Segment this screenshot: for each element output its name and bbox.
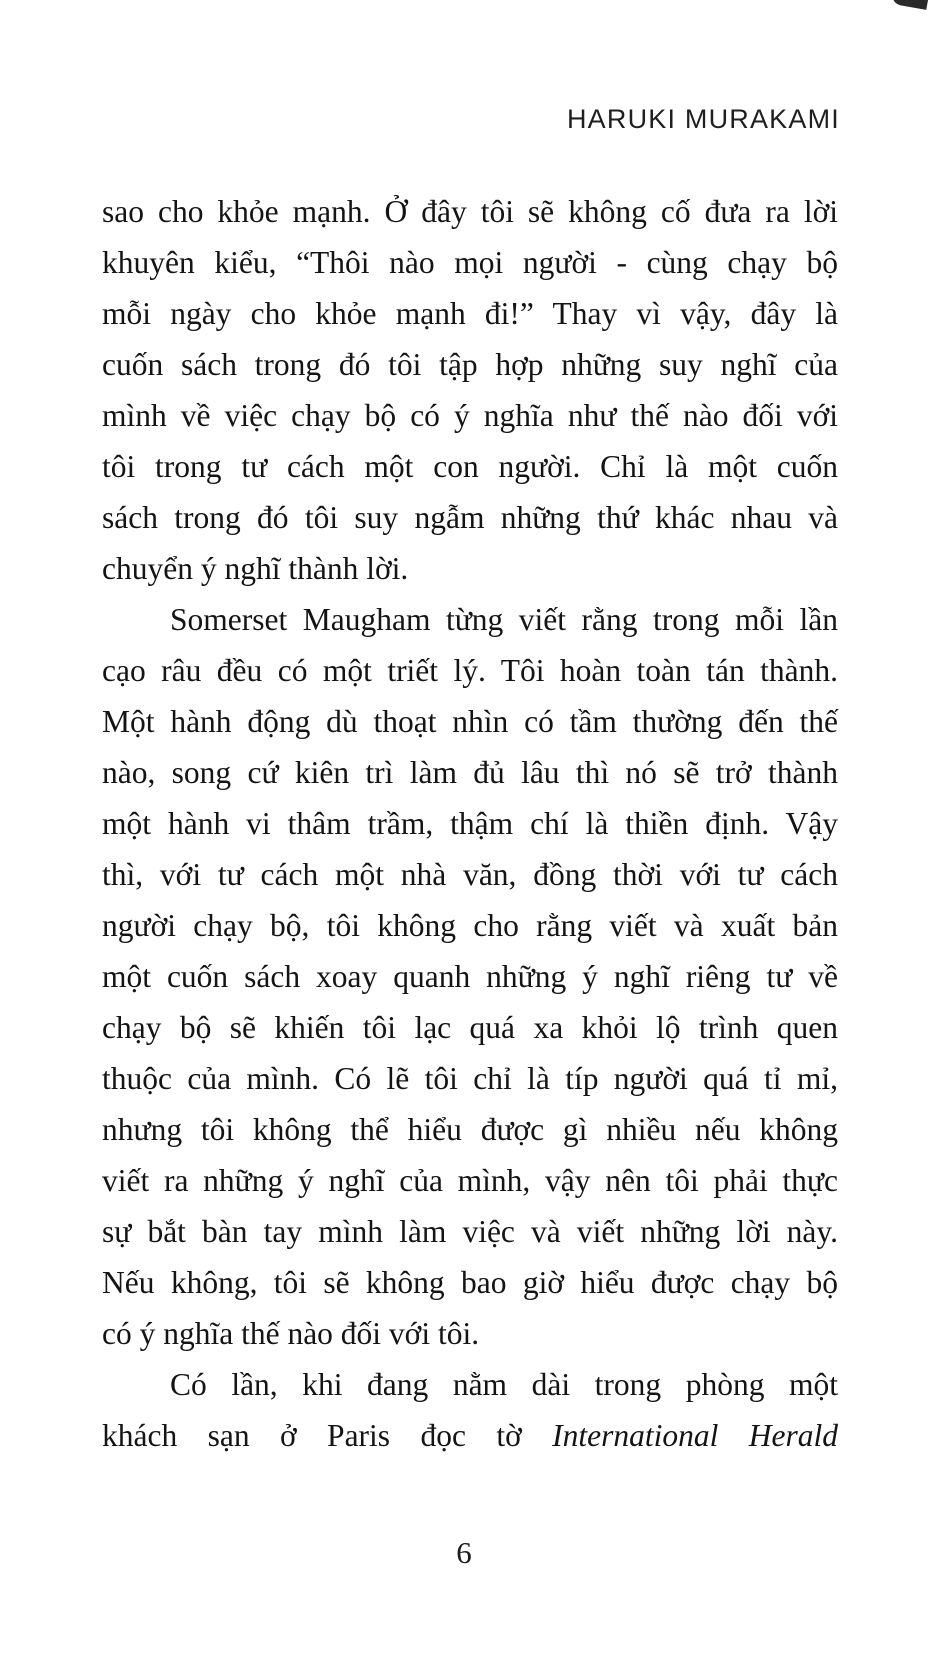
text-line: Có lần, khi đang nằm dài trong phòng một xyxy=(170,1367,838,1402)
text-line: Một hành động dù thoạt nhìn có tầm thường đến thế xyxy=(102,704,838,739)
text-line: sao cho khỏe mạnh. Ở đây tôi sẽ không cố đưa ra lời xyxy=(102,194,838,229)
text-line: một hành vi thâm trầm, thậm chí là thiền định. Vậy xyxy=(102,806,838,841)
text-line: khuyên kiểu, “Thôi nào mọi người - cùng chạy bộ xyxy=(102,245,838,280)
text-line-roman: khách sạn ở Paris đọc tờ xyxy=(102,1418,553,1453)
text-line: Somerset Maugham từng viết rằng trong mỗi lần xyxy=(170,602,838,637)
page-number: 6 xyxy=(456,1535,472,1570)
text-line: nào, song cứ kiên trì làm đủ lâu thì nó sẽ trở thành xyxy=(102,755,838,790)
text-line: cuốn sách trong đó tôi tập hợp những suy nghĩ của xyxy=(102,347,838,382)
text-line: nhưng tôi không thể hiểu được gì nhiều nếu không xyxy=(102,1112,838,1147)
text-line: viết ra những ý nghĩ của mình, vậy nên tôi phải thực xyxy=(102,1163,838,1198)
text-line: mỗi ngày cho khỏe mạnh đi!” Thay vì vậy, đây là xyxy=(102,296,838,331)
text-line: sách trong đó tôi suy ngẫm những thứ khác nhau và xyxy=(102,500,838,535)
text-line: người chạy bộ, tôi không cho rằng viết và xuất bản xyxy=(102,908,838,943)
text-line: thuộc của mình. Có lẽ tôi chỉ là típ người quá tỉ mỉ, xyxy=(102,1061,838,1096)
text-line: có ý nghĩa thế nào đối với tôi. xyxy=(102,1316,480,1351)
text-line: chuyển ý nghĩ thành lời. xyxy=(102,551,409,586)
text-line: Nếu không, tôi sẽ không bao giờ hiểu được chạy bộ xyxy=(102,1265,838,1300)
text-line: một cuốn sách xoay quanh những ý nghĩ riêng tư về xyxy=(102,959,838,994)
text-line: thì, với tư cách một nhà văn, đồng thời với tư cách xyxy=(102,857,838,892)
text-line: cạo râu đều có một triết lý. Tôi hoàn toàn tán thành. xyxy=(102,653,838,688)
text-line: tôi trong tư cách một con người. Chỉ là một cuốn xyxy=(102,449,838,484)
text-line: chạy bộ sẽ khiến tôi lạc quá xa khỏi lộ trình quen xyxy=(102,1010,838,1045)
running-head: HARUKI MURAKAMI xyxy=(566,104,840,134)
newspaper-title: International Herald xyxy=(552,1418,838,1453)
text-line xyxy=(102,1410,838,1461)
scan-corner-mark xyxy=(891,0,928,10)
text-line: sự bắt bàn tay mình làm việc và viết những lời này. xyxy=(102,1214,838,1249)
body-text xyxy=(102,186,838,1461)
text-line: mình về việc chạy bộ có ý nghĩa như thế nào đối với xyxy=(102,398,838,433)
